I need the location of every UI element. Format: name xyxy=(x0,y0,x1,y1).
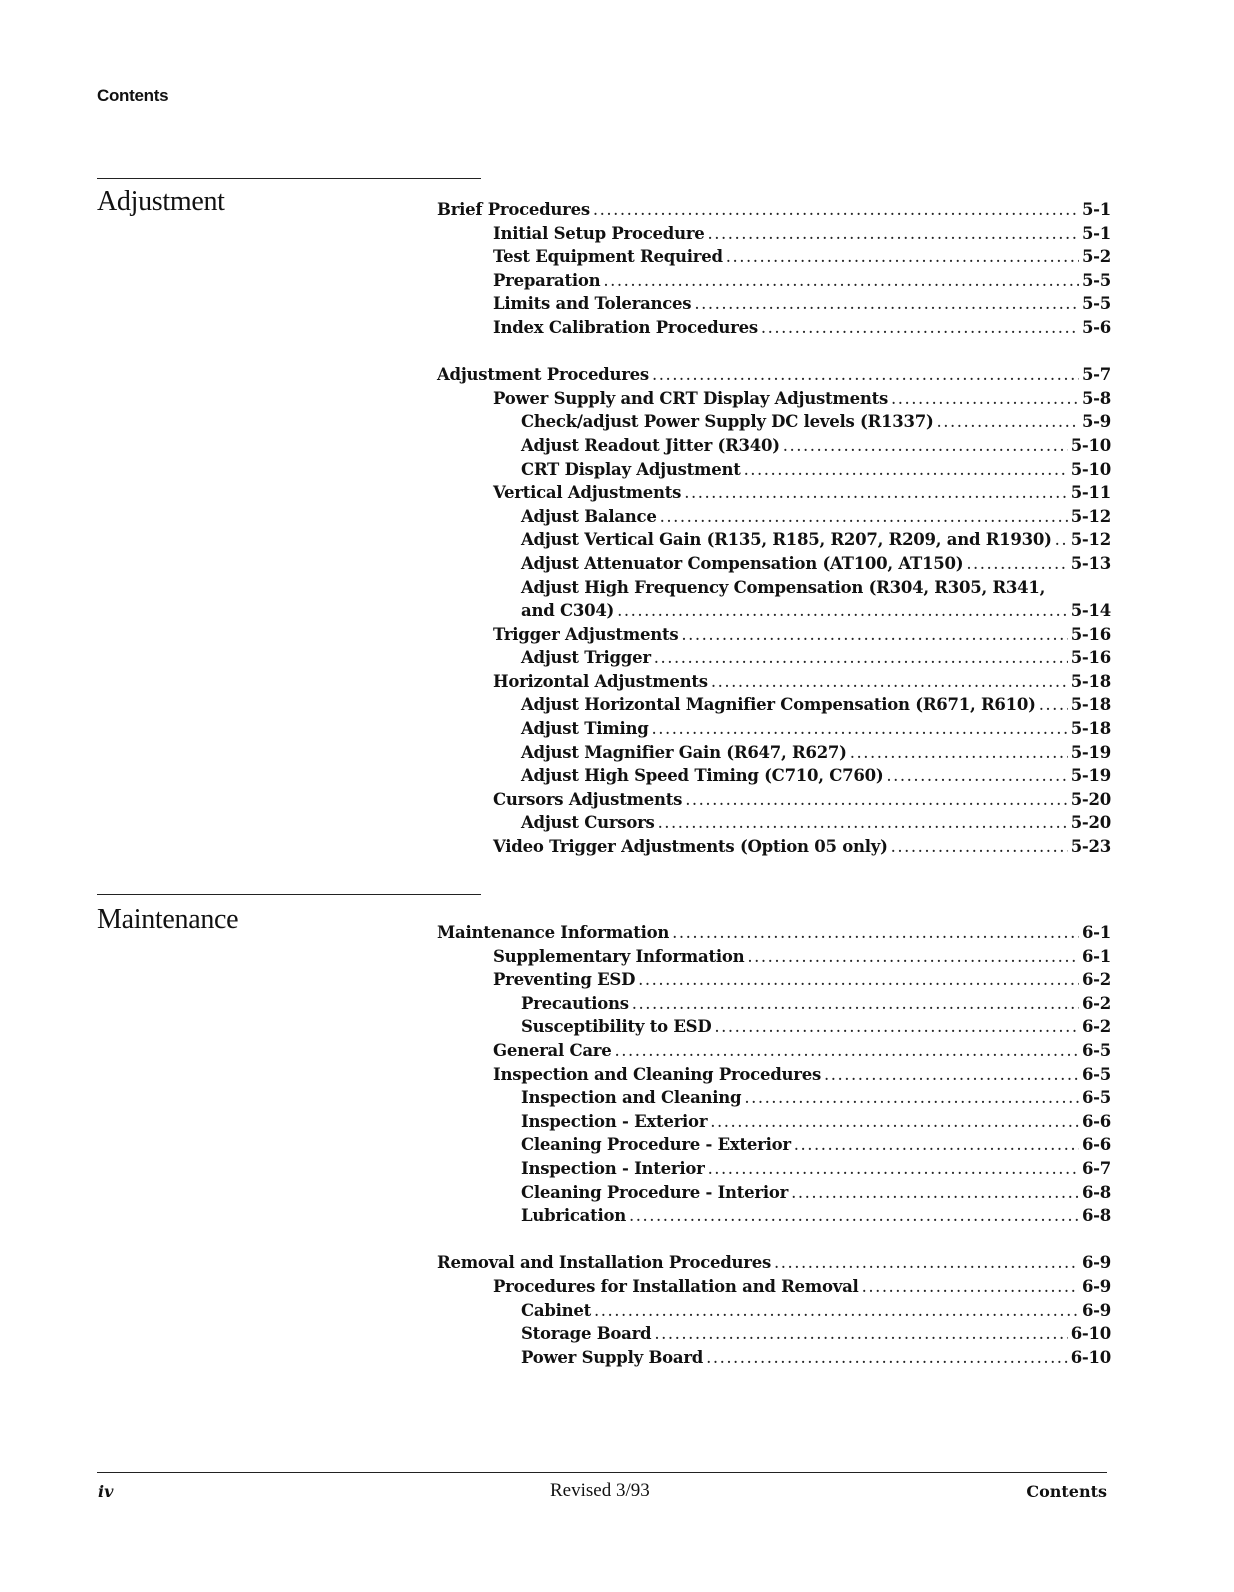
toc-entry-title: Adjust High Speed Timing (C710, C760) xyxy=(521,766,884,786)
toc-entry-title: Storage Board xyxy=(521,1324,652,1344)
toc-entry xyxy=(437,1063,1111,1087)
toc-leader-dots xyxy=(744,1086,1079,1110)
toc-entry-title: Precautions xyxy=(521,993,629,1013)
toc-entry-page: 5-20 xyxy=(1070,789,1111,809)
toc-entry xyxy=(437,1015,1111,1039)
toc-entry-page: 6-10 xyxy=(1070,1347,1111,1367)
toc-leader-dots xyxy=(652,363,1079,387)
section-title-adjustment: Adjustment xyxy=(97,186,225,217)
toc-entry-page: 5-12 xyxy=(1070,530,1111,550)
toc-entry xyxy=(437,1181,1111,1205)
toc-entry-title: Adjust Cursors xyxy=(521,813,655,833)
toc-entry-page: 5-9 xyxy=(1081,412,1111,432)
toc-entry xyxy=(437,670,1111,694)
toc-entry xyxy=(437,1204,1111,1228)
toc-entry xyxy=(437,222,1111,246)
toc-entry-page: 6-9 xyxy=(1081,1300,1111,1320)
toc-entry-title: Adjust Horizontal Magnifier Compensation (R671, R610) xyxy=(521,695,1036,715)
toc-entry-title: Horizontal Adjustments xyxy=(493,671,708,691)
toc-entry xyxy=(437,623,1111,647)
toc-entry-page: 5-20 xyxy=(1070,813,1111,833)
toc-entry-title: Test Equipment Required xyxy=(493,247,723,267)
section-title-maintenance: Maintenance xyxy=(97,904,239,935)
toc-entry-title: Index Calibration Procedures xyxy=(493,317,758,337)
toc-entry-title: Initial Setup Procedure xyxy=(493,223,705,243)
toc-entry xyxy=(437,646,1111,670)
toc-entry-title: Adjust Attenuator Compensation (AT100, AT150) xyxy=(521,553,964,573)
toc-leader-dots xyxy=(937,410,1079,434)
toc-leader-dots xyxy=(710,1110,1079,1134)
toc-entry-title: Procedures for Installation and Removal xyxy=(493,1276,859,1296)
toc-entry-title: Adjust Trigger xyxy=(521,648,651,668)
toc-entry-page: 6-6 xyxy=(1081,1135,1111,1155)
toc-entry-page: 6-6 xyxy=(1081,1111,1111,1131)
toc-leader-dots xyxy=(1039,693,1068,717)
toc-entry xyxy=(437,481,1111,505)
toc-leader-dots xyxy=(660,505,1068,529)
toc-entry-page: 6-1 xyxy=(1081,946,1111,966)
footer-page-number: iv xyxy=(98,1482,114,1501)
toc-leader-dots xyxy=(672,921,1079,945)
toc-entry-page: 5-1 xyxy=(1081,200,1111,219)
toc-entry-title: Adjust Magnifier Gain (R647, R627) xyxy=(521,742,847,762)
toc-entry-title: Adjust Readout Jitter (R340) xyxy=(521,435,780,455)
toc-leader-dots xyxy=(708,222,1079,246)
toc-entry-title: Vertical Adjustments xyxy=(493,483,682,503)
toc-entry-title: Check/adjust Power Supply DC levels (R1337) xyxy=(521,412,934,432)
toc-entry-title: Adjust Timing xyxy=(521,719,649,739)
toc-entry xyxy=(437,1346,1111,1370)
toc-entry-title: CRT Display Adjustment xyxy=(521,459,741,479)
toc-entry xyxy=(437,292,1111,316)
toc-entry xyxy=(437,505,1111,529)
toc-entry-title: Adjust Vertical Gain (R135, R185, R207, R209, and R1930) xyxy=(521,530,1052,550)
toc-entry xyxy=(437,1086,1111,1110)
toc-leader-dots xyxy=(783,434,1068,458)
toc-entry xyxy=(437,1110,1111,1134)
toc-entry-title: Inspection - Exterior xyxy=(521,1111,708,1131)
toc-list-maintenance xyxy=(437,921,1111,1369)
toc-entry xyxy=(437,198,1111,222)
toc-entry-title: Removal and Installation Procedures xyxy=(437,1253,772,1273)
toc-entry-page: 6-2 xyxy=(1081,993,1111,1013)
toc-leader-dots xyxy=(684,481,1068,505)
toc-entry xyxy=(437,693,1111,717)
toc-entry xyxy=(437,1039,1111,1063)
toc-entry-title: Trigger Adjustments xyxy=(493,624,679,644)
toc-entry-page: 5-16 xyxy=(1070,648,1111,668)
toc-leader-dots xyxy=(629,1204,1079,1228)
toc-entry xyxy=(437,741,1111,765)
toc-leader-dots xyxy=(652,717,1068,741)
toc-entry-title: General Care xyxy=(493,1040,612,1060)
toc-leader-dots xyxy=(850,741,1068,765)
toc-entry xyxy=(437,1133,1111,1157)
toc-entry-title: Adjust Balance xyxy=(521,506,657,526)
toc-leader-dots xyxy=(824,1063,1079,1087)
toc-entry-title: Inspection - Interior xyxy=(521,1158,705,1178)
toc-entry-title: Cleaning Procedure - Exterior xyxy=(521,1135,791,1155)
toc-entry xyxy=(437,992,1111,1016)
toc-entry-title: Cursors Adjustments xyxy=(493,789,683,809)
toc-entry xyxy=(437,269,1111,293)
toc-entry-title: Adjustment Procedures xyxy=(437,365,649,385)
toc-entry-page: 5-7 xyxy=(1081,365,1111,385)
toc-entry-page: 5-19 xyxy=(1070,766,1111,786)
toc-leader-dots xyxy=(708,1157,1079,1181)
toc-entry-page: 6-9 xyxy=(1081,1253,1111,1273)
toc-leader-dots xyxy=(744,458,1068,482)
toc-entry-page: 5-11 xyxy=(1070,483,1111,503)
toc-entry-page: 6-10 xyxy=(1070,1324,1111,1344)
toc-leader-dots xyxy=(891,835,1068,859)
toc-entry-page: 6-8 xyxy=(1081,1182,1111,1202)
toc-leader-dots xyxy=(594,1299,1079,1323)
toc-entry-page: 5-13 xyxy=(1070,553,1111,573)
toc-entry-page: 5-12 xyxy=(1070,506,1111,526)
toc-leader-dots xyxy=(706,1346,1068,1370)
toc-leader-dots xyxy=(761,316,1079,340)
toc-entry-title: Inspection and Cleaning xyxy=(521,1088,742,1108)
toc-entry xyxy=(437,363,1111,387)
toc-entry-page: 5-18 xyxy=(1070,671,1111,691)
toc-entry-title: Video Trigger Adjustments (Option 05 only) xyxy=(493,837,888,857)
toc-leader-dots xyxy=(615,1039,1079,1063)
toc-leader-dots xyxy=(654,1322,1067,1346)
toc-entry-title: and C304) xyxy=(521,601,615,621)
toc-entry xyxy=(437,410,1111,434)
toc-entry-page: 5-10 xyxy=(1070,435,1111,455)
toc-entry xyxy=(437,552,1111,576)
toc-entry xyxy=(437,528,1111,552)
toc-entry-page: 6-9 xyxy=(1081,1276,1111,1296)
toc-leader-dots xyxy=(638,968,1079,992)
toc-entry-page: 6-5 xyxy=(1081,1088,1111,1108)
toc-leader-dots xyxy=(654,646,1068,670)
toc-leader-dots xyxy=(747,945,1079,969)
toc-leader-dots xyxy=(603,269,1079,293)
toc-entry-page: 6-2 xyxy=(1081,970,1111,990)
toc-leader-dots xyxy=(711,670,1068,694)
footer-revision: Revised 3/93 xyxy=(550,1480,650,1501)
toc-leader-dots xyxy=(617,599,1068,623)
toc-leader-dots xyxy=(685,788,1068,812)
toc-entry-page: 6-5 xyxy=(1081,1064,1111,1084)
toc-entry xyxy=(437,788,1111,812)
toc-entry xyxy=(437,1322,1111,1346)
toc-entry xyxy=(437,921,1111,945)
toc-entry-page: 5-23 xyxy=(1070,837,1111,857)
toc-entry-page: 5-5 xyxy=(1081,270,1111,290)
toc-entry xyxy=(437,387,1111,411)
toc-entry xyxy=(437,599,1111,623)
toc-entry xyxy=(437,434,1111,458)
toc-entry-page: 6-2 xyxy=(1081,1017,1111,1037)
toc-entry-page: 5-10 xyxy=(1070,459,1111,479)
toc-entry-page: 5-5 xyxy=(1081,294,1111,314)
toc-entry xyxy=(437,576,1111,600)
footer-divider xyxy=(97,1472,1107,1473)
toc-entry-page: 5-2 xyxy=(1081,247,1111,267)
toc-entry-title: Supplementary Information xyxy=(493,946,745,966)
toc-entry xyxy=(437,1251,1111,1275)
toc-leader-dots xyxy=(1055,528,1068,552)
toc-entry xyxy=(437,811,1111,835)
toc-entry xyxy=(437,717,1111,741)
toc-entry-title: Adjust High Frequency Compensation (R304, R305, R341, xyxy=(521,577,1046,597)
toc-entry xyxy=(437,1299,1111,1323)
toc-entry-title: Maintenance Information xyxy=(437,923,670,942)
toc-leader-dots xyxy=(632,992,1079,1016)
toc-entry-title: Brief Procedures xyxy=(437,200,590,219)
toc-leader-dots xyxy=(966,552,1067,576)
toc-entry xyxy=(437,835,1111,859)
toc-leader-dots xyxy=(791,1181,1079,1205)
toc-leader-dots xyxy=(891,387,1079,411)
toc-entry-page: 5-6 xyxy=(1081,317,1111,337)
toc-entry-page: 6-8 xyxy=(1081,1206,1111,1226)
toc-leader-dots xyxy=(681,623,1067,647)
toc-entry-title: Cleaning Procedure - Interior xyxy=(521,1182,789,1202)
toc-entry-title: Limits and Tolerances xyxy=(493,294,692,314)
toc-entry-title: Lubrication xyxy=(521,1206,626,1226)
toc-entry-title: Power Supply Board xyxy=(521,1347,704,1367)
section-divider xyxy=(97,178,481,179)
toc-entry-page: 5-19 xyxy=(1070,742,1111,762)
toc-entry-title: Inspection and Cleaning Procedures xyxy=(493,1064,821,1084)
toc-entry xyxy=(437,945,1111,969)
toc-entry-page: 5-1 xyxy=(1081,223,1111,243)
toc-entry-page: 6-5 xyxy=(1081,1040,1111,1060)
toc-entry xyxy=(437,316,1111,340)
toc-leader-dots xyxy=(694,292,1079,316)
toc-entry-page: 5-18 xyxy=(1070,719,1111,739)
toc-entry xyxy=(437,764,1111,788)
footer-section-name: Contents xyxy=(1026,1482,1107,1501)
toc-entry-page: 6-7 xyxy=(1081,1158,1111,1178)
toc-leader-dots xyxy=(774,1251,1079,1275)
toc-entry-page: 5-18 xyxy=(1070,695,1111,715)
toc-entry-page: 5-8 xyxy=(1081,388,1111,408)
running-head: Contents xyxy=(97,86,169,105)
section-divider xyxy=(97,894,481,895)
toc-entry-title: Preventing ESD xyxy=(493,970,636,990)
toc-leader-dots xyxy=(794,1133,1079,1157)
toc-entry-page: 6-1 xyxy=(1081,923,1111,942)
toc-leader-dots xyxy=(862,1275,1079,1299)
toc-entry-title: Cabinet xyxy=(521,1300,591,1320)
toc-leader-dots xyxy=(886,764,1067,788)
toc-leader-dots xyxy=(658,811,1068,835)
toc-entry xyxy=(437,968,1111,992)
toc-entry xyxy=(437,245,1111,269)
toc-entry xyxy=(437,1157,1111,1181)
toc-leader-dots xyxy=(726,245,1079,269)
toc-leader-dots xyxy=(593,198,1079,222)
toc-leader-dots xyxy=(714,1015,1079,1039)
toc-entry-title: Preparation xyxy=(493,270,601,290)
toc-entry-page: 5-14 xyxy=(1070,601,1111,621)
toc-entry xyxy=(437,458,1111,482)
toc-entry xyxy=(437,1275,1111,1299)
toc-entry-title: Susceptibility to ESD xyxy=(521,1017,712,1037)
toc-entry-page: 5-16 xyxy=(1070,624,1111,644)
toc-list-adjustment xyxy=(437,198,1111,859)
toc-entry-title: Power Supply and CRT Display Adjustments xyxy=(493,388,889,408)
